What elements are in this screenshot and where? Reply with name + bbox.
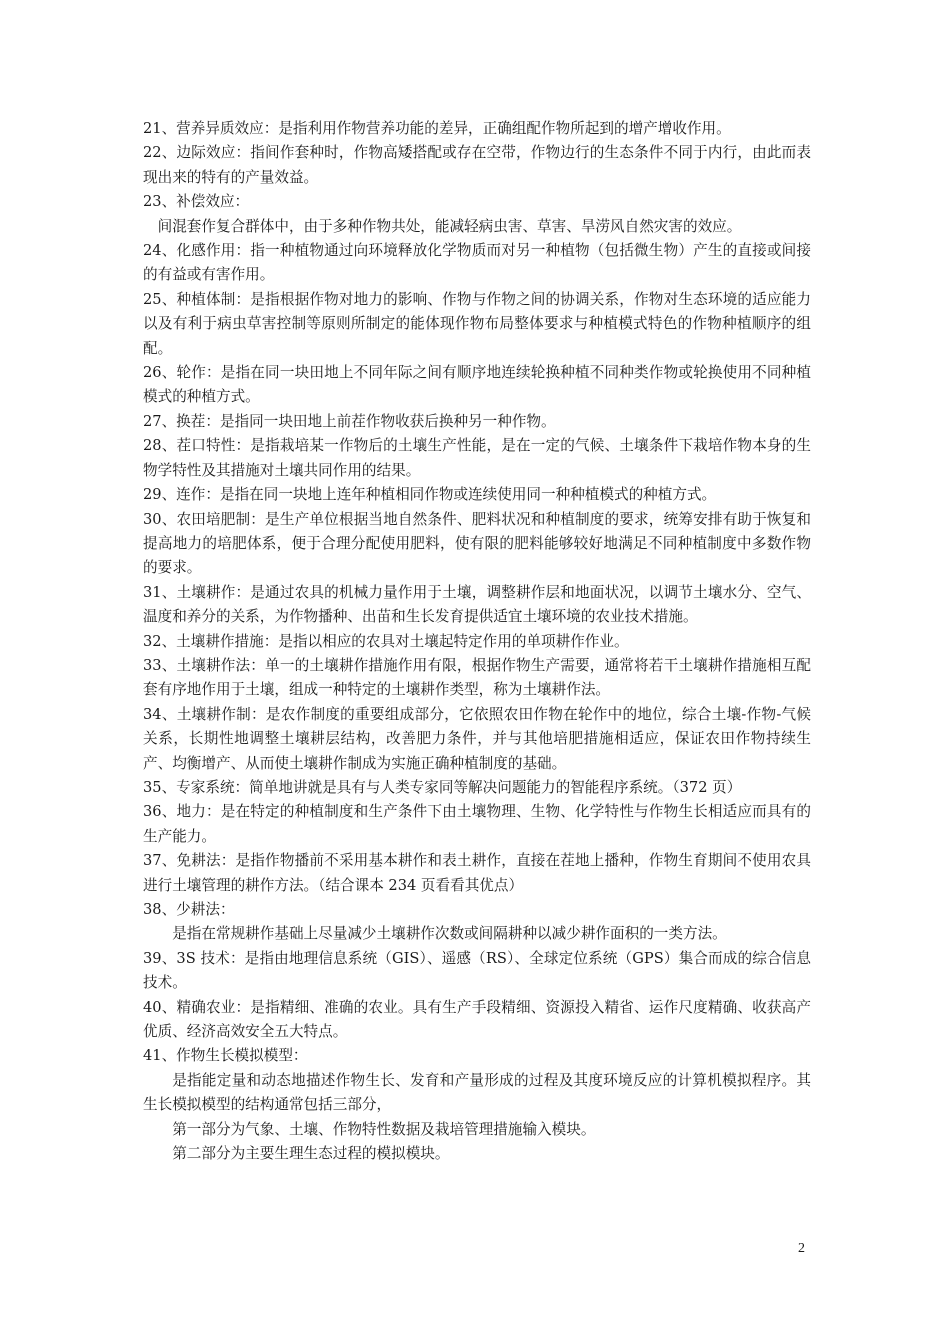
definition-29: 29、连作：是指在同一块地上连年种植相同作物或连续使用同一种种植模式的种植方式。	[143, 486, 717, 504]
definition-41-part-2: 第二部分为主要生理生态过程的模拟模块。	[172, 1145, 450, 1163]
definition-27: 27、换茬：是指同一块田地上前茬作物收获后换种另一种作物。	[143, 412, 556, 430]
document-body	[143, 117, 811, 1166]
definition-35: 35、专家系统：简单地讲就是具有与人类专家同等解决问题能力的智能程序系统。（372 页）	[143, 778, 742, 796]
definition-36: 36、地力：是在特定的种植制度和生产条件下由土壤物理、生物、化学特性与作物生长相适应而具有的生产能力。	[143, 803, 811, 845]
definition-31: 31、土壤耕作：是通过农具的机械力量作用于土壤，调整耕作层和地面状况，以调节土壤水分、空气、温度和养分的关系，为作物播种、出苗和生长发育提供适宜土壤环境的农业技术措施。	[143, 583, 811, 626]
definition-41-body: 是指能定量和动态地描述作物生长、发育和产量形成的过程及其度环境反应的计算机模拟程序。其生长模拟模型的结构通常包括三部分，	[143, 1071, 811, 1114]
definition-24: 24、化感作用：指一种植物通过向环境释放化学物质而对另一种植物（包括微生物）产生的直接或间接的有益或有害作用。	[143, 242, 811, 284]
definition-41-heading: 41、作物生长模拟模型：	[143, 1047, 308, 1065]
definition-26: 26、轮作：是指在同一块田地上不同年际之间有顺序地连续轮换种植不同种类作物或轮换使用不同种植模式的种植方式。	[143, 364, 811, 406]
definition-23-heading: 23、补偿效应：	[143, 193, 250, 211]
definition-25: 25、种植体制：是指根据作物对地力的影响、作物与作物之间的协调关系，作物对生态环境的适应能力以及有利于病虫草害控制等原则所制定的能体现作物布局整体要求与种植模式特色的作物种植顺序的组配。	[143, 290, 811, 357]
definition-39: 39、3S 技术：是指由地理信息系统（GIS）、遥感（RS）、全球定位系统（GPS）集合而成的综合信息技术。	[143, 949, 811, 992]
definition-30: 30、农田培肥制：是生产单位根据当地自然条件、肥料状况和种植制度的要求，统筹安排有助于恢复和提高地力的培肥体系，便于合理分配使用肥料，使有限的肥料能够较好地满足不同种植制度中多数作物的要求。	[143, 510, 811, 577]
definition-21: 21、营养异质效应：是指利用作物营养功能的差异，正确组配作物所起到的增产增收作用。	[143, 120, 731, 137]
definition-38-heading: 38、少耕法：	[143, 901, 235, 918]
page-number: 2	[798, 1241, 805, 1256]
definition-37: 37、免耕法：是指作物播前不采用基本耕作和表土耕作，直接在茬地上播种，作物生育期间不使用农具进行土壤管理的耕作方法。（结合课本 234 页看看其优点）	[143, 852, 811, 894]
definition-28: 28、茬口特性：是指栽培某一作物后的土壤生产性能，是在一定的气候、土壤条件下栽培作物本身的生物学特性及其措施对土壤共同作用的结果。	[143, 437, 811, 479]
definition-23-body: 间混套作复合群体中，由于多种作物共处，能减轻病虫害、草害、旱涝风自然灾害的效应。	[157, 217, 742, 235]
definition-34: 34、土壤耕作制：是农作制度的重要组成部分，它依照农田作物在轮作中的地位，综合土壤-作物-气候关系，长期性地调整土壤耕层结构，改善肥力条件，并与其他培肥措施相适应，保证农田作物持续生产、均衡增产、从而使土壤耕作制成为实施正确种植制度的基础。	[143, 705, 811, 772]
definition-40: 40、精确农业：是指精细、准确的农业。具有生产手段精细、资源投入精省、运作尺度精确、收获高产优质、经济高效安全五大特点。	[143, 998, 811, 1041]
definition-32: 32、土壤耕作措施：是指以相应的农具对土壤起特定作用的单项耕作作业。	[143, 632, 629, 650]
definition-41-part-1: 第一部分为气象、土壤、作物特性数据及栽培管理措施输入模块。	[172, 1120, 596, 1138]
definition-38-body: 是指在常规耕作基础上尽量减少土壤耕作次数或间隔耕种以减少耕作面积的一类方法。	[172, 925, 727, 943]
definition-22: 22、边际效应：指间作套种时，作物高矮搭配或存在空带，作物边行的生态条件不同于内行，由此而表现出来的特有的产量效益。	[143, 144, 811, 186]
definition-33: 33、土壤耕作法：单一的土壤耕作措施作用有限，根据作物生产需要，通常将若干土壤耕作措施相互配套有序地作用于土壤，组成一种特定的土壤耕作类型，称为土壤耕作法。	[143, 656, 811, 699]
